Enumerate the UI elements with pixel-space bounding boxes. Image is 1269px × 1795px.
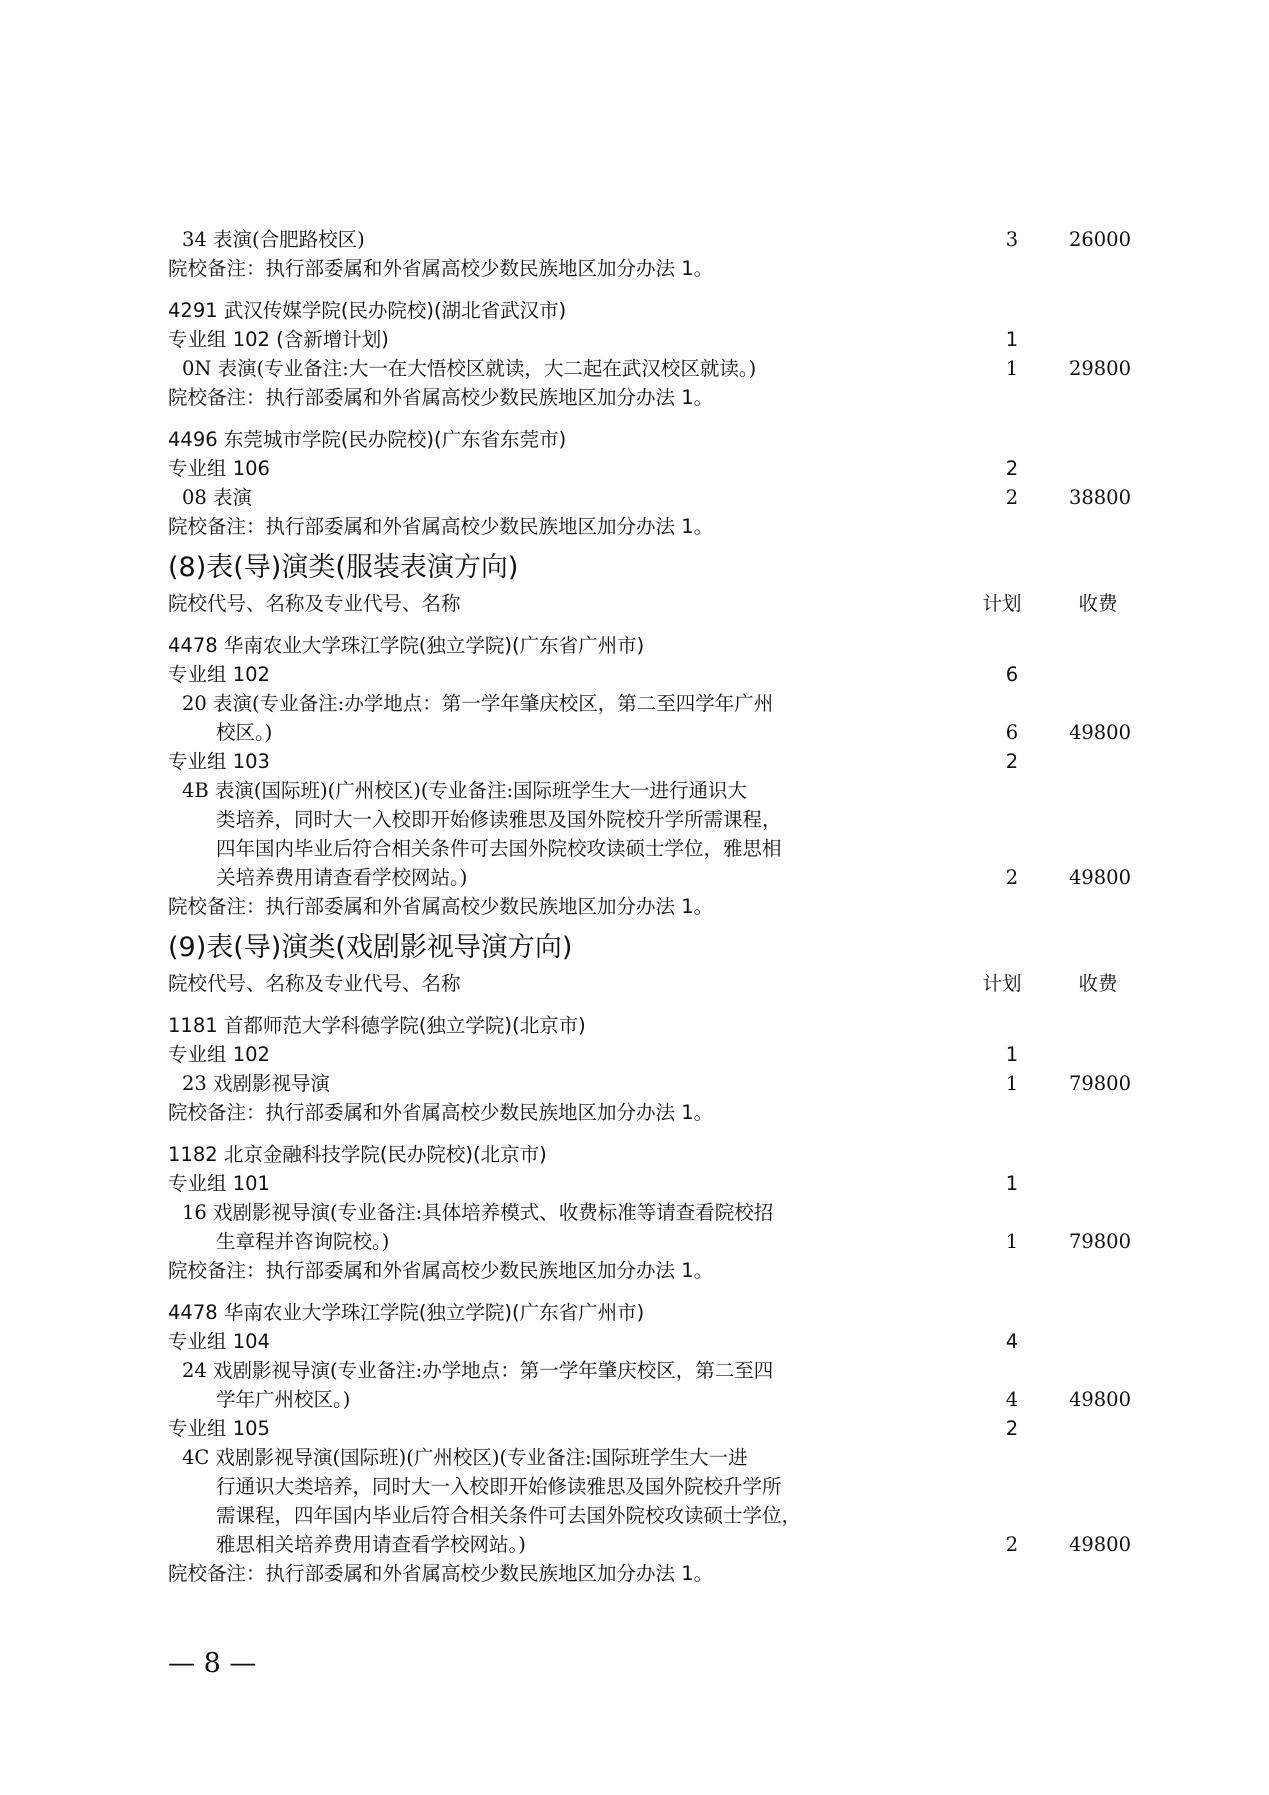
tuition-fee: 49800 [1068, 866, 1131, 889]
school-note-row [168, 892, 1128, 921]
column-header-fee: 收费 [1078, 972, 1118, 995]
school-note-row [168, 254, 1128, 283]
plan-count: 1 [1005, 357, 1019, 380]
plan-count: 6 [1005, 663, 1019, 686]
major-name: 20 表演(专业备注:办学地点：第一学年肇庆校区，第二至四学年广州 [182, 692, 774, 715]
column-header-row [168, 969, 1128, 998]
plan-count: 2 [1005, 750, 1019, 773]
spacer [168, 998, 1128, 1011]
major-name-continuation: 需课程，四年国内毕业后符合相关条件可去国外院校攻读硕士学位， [216, 1504, 802, 1527]
plan-count: 3 [1005, 228, 1019, 251]
major-name-continuation: 生章程并咨询院校。) [216, 1230, 390, 1253]
section-title-text: (8)表(导)演类(服装表演方向) [168, 552, 519, 583]
major-group-row [168, 1040, 1128, 1069]
major-name-continuation: 校区。) [216, 721, 273, 744]
tuition-fee: 49800 [1068, 721, 1131, 744]
plan-count: 2 [1005, 486, 1019, 509]
major-row-continuation [168, 805, 1128, 834]
major-name-continuation: 类培养，同时大一入校即开始修读雅思及国外院校升学所需课程， [216, 808, 782, 831]
plan-count: 1 [1005, 1043, 1019, 1066]
spacer [168, 283, 1128, 296]
major-row-continuation [168, 1227, 1131, 1256]
school-note-row [168, 1559, 1128, 1588]
tuition-fee: 79800 [1068, 1230, 1131, 1253]
school-note-text: 院校备注：执行部委属和外省属高校少数民族地区加分办法 1。 [168, 386, 714, 409]
plan-count: 1 [1005, 328, 1019, 351]
school-row [168, 1298, 1128, 1327]
major-row [168, 483, 1131, 512]
tuition-fee: 49800 [1068, 1388, 1131, 1411]
column-header-name: 院校代号、名称及专业代号、名称 [168, 592, 461, 615]
major-name: 34 表演(合肥路校区) [182, 228, 365, 251]
major-group-label: 专业组 102 [168, 1043, 270, 1066]
school-row [168, 296, 1128, 325]
school-row [168, 425, 1128, 454]
section-title [168, 927, 1128, 969]
column-header-fee: 收费 [1078, 592, 1118, 615]
plan-count: 2 [1005, 1417, 1019, 1440]
school-note-text: 院校备注：执行部委属和外省属高校少数民族地区加分办法 1。 [168, 1562, 714, 1585]
school-name: 4291 武汉传媒学院(民办院校)(湖北省武汉市) [168, 299, 567, 322]
major-name: 08 表演 [182, 486, 253, 509]
school-note-text: 院校备注：执行部委属和外省属高校少数民族地区加分办法 1。 [168, 1259, 714, 1282]
school-note-text: 院校备注：执行部委属和外省属高校少数民族地区加分办法 1。 [168, 257, 714, 280]
section-title-text: (9)表(导)演类(戏剧影视导演方向) [168, 932, 573, 963]
major-group-label: 专业组 104 [168, 1330, 270, 1353]
plan-count: 1 [1005, 1072, 1019, 1095]
major-name-continuation: 行通识大类培养，同时大一入校即开始修读雅思及国外院校升学所 [216, 1475, 782, 1498]
school-note-text: 院校备注：执行部委属和外省属高校少数民族地区加分办法 1。 [168, 515, 714, 538]
tuition-fee: 49800 [1068, 1533, 1131, 1556]
major-row [168, 354, 1131, 383]
major-group-row [168, 747, 1128, 776]
school-note-row [168, 1098, 1128, 1127]
major-row-continuation [168, 1385, 1131, 1414]
admission-plan-table [168, 225, 1131, 1588]
school-note-text: 院校备注：执行部委属和外省属高校少数民族地区加分办法 1。 [168, 895, 714, 918]
spacer [168, 412, 1128, 425]
major-name-continuation: 关培养费用请查看学校网站。) [216, 866, 468, 889]
major-row [168, 689, 1128, 718]
major-group-label: 专业组 102 [168, 663, 270, 686]
column-header-plan: 计划 [982, 972, 1022, 995]
major-group-row [168, 660, 1128, 689]
major-group-row [168, 1414, 1128, 1443]
column-header-name: 院校代号、名称及专业代号、名称 [168, 972, 461, 995]
school-name: 4478 华南农业大学珠江学院(独立学院)(广东省广州市) [168, 1301, 645, 1324]
tuition-fee: 38800 [1068, 486, 1131, 509]
major-group-label: 专业组 101 [168, 1172, 270, 1195]
tuition-fee: 29800 [1068, 357, 1131, 380]
major-row-continuation [168, 718, 1131, 747]
major-name-continuation: 学年广州校区。) [216, 1388, 351, 1411]
plan-count: 1 [1005, 1230, 1019, 1253]
major-row-continuation [168, 834, 1128, 863]
major-name: 16 戏剧影视导演(专业备注:具体培养模式、收费标准等请查看院校招 [182, 1201, 774, 1224]
major-group-label: 专业组 105 [168, 1417, 270, 1440]
plan-count: 1 [1005, 1172, 1019, 1195]
major-row [168, 225, 1131, 254]
major-group-row [168, 1169, 1128, 1198]
major-group-label: 专业组 106 [168, 457, 270, 480]
major-name: 0N 表演(专业备注:大一在大悟校区就读，大二起在武汉校区就读。) [182, 357, 757, 380]
major-group-row [168, 325, 1128, 354]
plan-count: 2 [1005, 1533, 1019, 1556]
plan-count: 4 [1005, 1330, 1019, 1353]
major-row [168, 1356, 1128, 1385]
major-row [168, 1443, 1128, 1472]
column-header-row [168, 589, 1128, 618]
major-row-continuation [168, 1530, 1131, 1559]
school-note-text: 院校备注：执行部委属和外省属高校少数民族地区加分办法 1。 [168, 1101, 714, 1124]
plan-count: 6 [1005, 721, 1019, 744]
page-number: — 8 — [168, 1648, 257, 1679]
school-row [168, 631, 1128, 660]
school-name: 4496 东莞城市学院(民办院校)(广东省东莞市) [168, 428, 567, 451]
plan-count: 4 [1005, 1388, 1019, 1411]
major-row-continuation [168, 1472, 1128, 1501]
tuition-fee: 26000 [1068, 228, 1131, 251]
section-title [168, 547, 1128, 589]
school-name: 1181 首都师范大学科德学院(独立学院)(北京市) [168, 1014, 586, 1037]
major-name: 23 戏剧影视导演 [182, 1072, 331, 1095]
spacer [168, 618, 1128, 631]
school-note-row [168, 512, 1128, 541]
major-name-continuation: 四年国内毕业后符合相关条件可去国外院校攻读硕士学位，雅思相 [216, 837, 782, 860]
major-group-row [168, 1327, 1128, 1356]
spacer [168, 1127, 1128, 1140]
major-row-continuation [168, 1501, 1128, 1530]
school-name: 4478 华南农业大学珠江学院(独立学院)(广东省广州市) [168, 634, 645, 657]
tuition-fee: 79800 [1068, 1072, 1131, 1095]
major-name: 4C 戏剧影视导演(国际班)(广州校区)(专业备注:国际班学生大一进 [182, 1446, 748, 1469]
school-row [168, 1140, 1128, 1169]
school-note-row [168, 383, 1128, 412]
major-group-label: 专业组 102 (含新增计划) [168, 328, 389, 351]
major-row [168, 776, 1128, 805]
major-name: 4B 表演(国际班)(广州校区)(专业备注:国际班学生大一进行通识大 [182, 779, 748, 802]
school-row [168, 1011, 1128, 1040]
major-group-row [168, 454, 1128, 483]
major-row-continuation [168, 863, 1131, 892]
major-group-label: 专业组 103 [168, 750, 270, 773]
spacer [168, 1285, 1128, 1298]
major-name-continuation: 雅思相关培养费用请查看学校网站。) [216, 1533, 526, 1556]
plan-count: 2 [1005, 866, 1019, 889]
major-name: 24 戏剧影视导演(专业备注:办学地点：第一学年肇庆校区，第二至四 [182, 1359, 774, 1382]
column-header-plan: 计划 [982, 592, 1022, 615]
school-name: 1182 北京金融科技学院(民办院校)(北京市) [168, 1143, 547, 1166]
school-note-row [168, 1256, 1128, 1285]
plan-count: 2 [1005, 457, 1019, 480]
major-row [168, 1069, 1131, 1098]
major-row [168, 1198, 1128, 1227]
